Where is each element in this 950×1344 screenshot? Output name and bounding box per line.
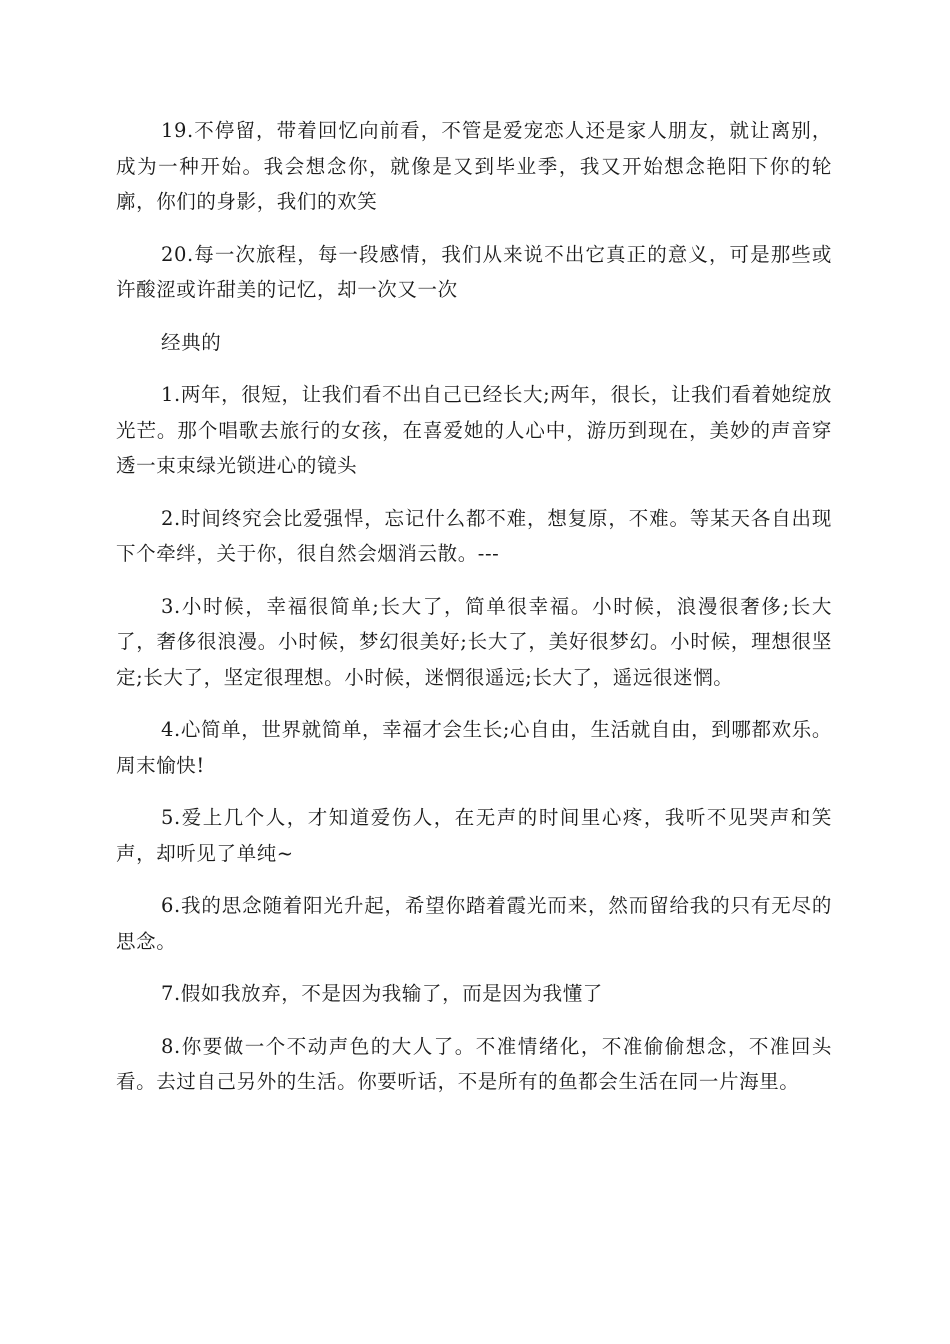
paragraph-2: 2.时间终究会比爱强悍，忘记什么都不难，想复原，不难。等某天各自出现下个牵绊，关于你，很自然会烟消云散。--- — [116, 506, 832, 565]
paragraph-6: 6.我的思念随着阳光升起，希望你踏着霞光而来，然而留给我的只有无尽的思念。 — [116, 894, 832, 953]
paragraph-19: 19.不停留，带着回忆向前看，不管是爱宠恋人还是家人朋友，就让离别，成为一种开始。我会想念你，就像是又到毕业季，我又开始想念艳阳下你的轮廓，你们的身影，我们的欢笑 — [116, 119, 832, 213]
paragraph-20: 20.每一次旅程，每一段感情，我们从来说不出它真正的意义，可是那些或许酸涩或许甜美的记忆，却一次又一次 — [116, 242, 832, 301]
paragraph-7: 7.假如我放弃，不是因为我输了，而是因为我懂了 — [161, 982, 603, 1005]
paragraph-4: 4.心简单，世界就简单，幸福才会生长;心自由，生活就自由，到哪都欢乐。周末愉快! — [116, 718, 832, 777]
document-body — [116, 113, 832, 1117]
section-heading: 经典的 — [161, 330, 222, 354]
paragraph-3: 3.小时候，幸福很简单;长大了，简单很幸福。小时候，浪漫很奢侈;长大了，奢侈很浪漫。小时候，梦幻很美好;长大了，美好很梦幻。小时候，理想很坚定;长大了，坚定很理想。小时候，迷惘很遥远;长大了，遥远很迷惘。 — [116, 594, 832, 689]
paragraph-8: 8.你要做一个不动声色的大人了。不准情绪化，不准偷偷想念，不准回头看。去过自己另外的生活。你要听话，不是所有的鱼都会生活在同一片海里。 — [116, 1034, 832, 1093]
paragraph-1: 1.两年，很短，让我们看不出自己已经长大;两年，很长，让我们看着她绽放光芒。那个唱歌去旅行的女孩，在喜爱她的人心中，游历到现在，美妙的声音穿透一束束绿光锁进心的镜头 — [116, 383, 832, 477]
paragraph-5: 5.爱上几个人，才知道爱伤人，在无声的时间里心疼，我听不见哭声和笑声，却听见了单纯~ — [116, 806, 832, 865]
